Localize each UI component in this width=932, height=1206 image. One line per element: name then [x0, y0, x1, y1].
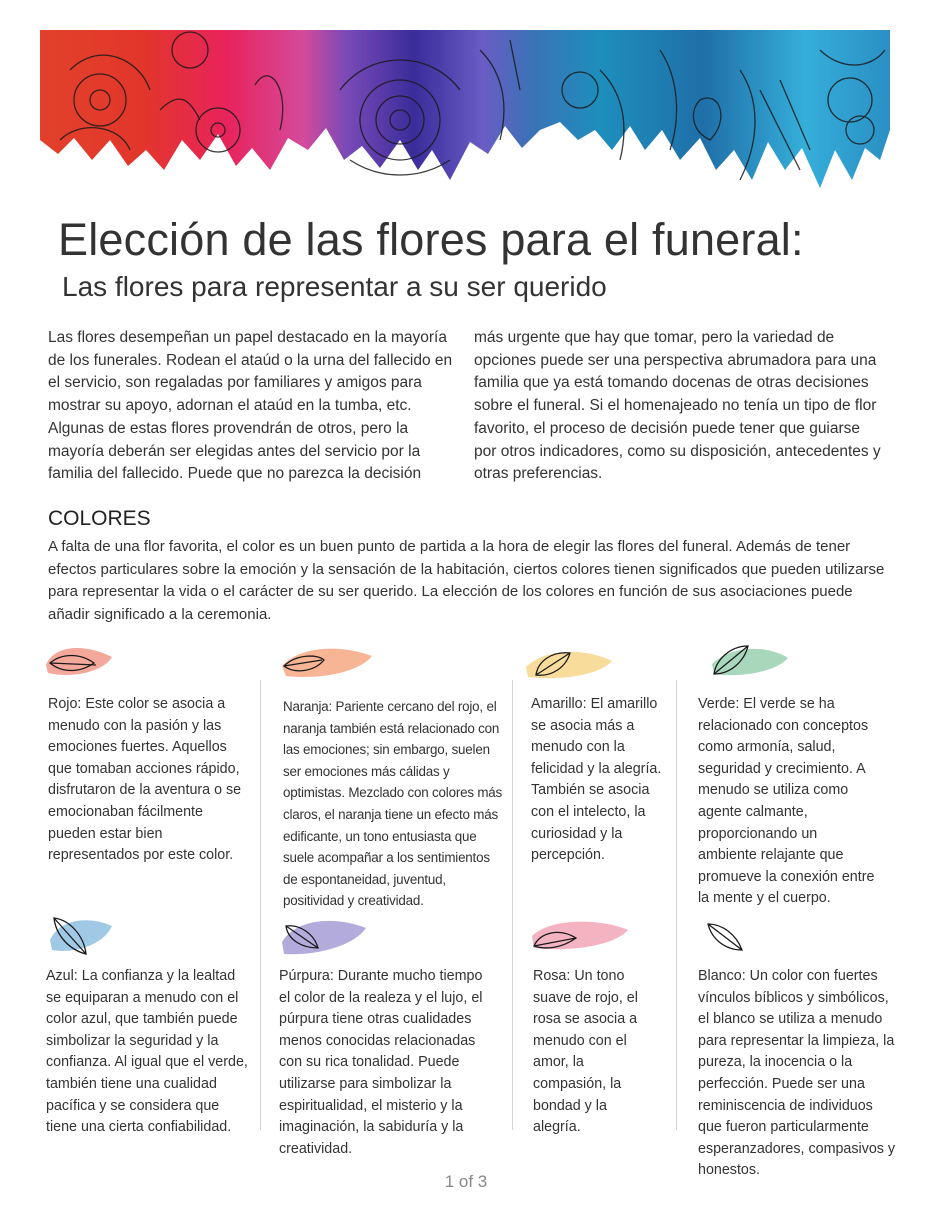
color-verde-text: Verde: El verde se ha relacionado con conceptos como armonía, salud, seguridad y crecimiento. A menudo se utiliza como agente calmante, proporcionando un ambiente relajante que promueve la conexión entre la mente y el cuerpo. [698, 696, 875, 907]
color-purpura-text: Púrpura: Durante mucho tiempo el color de la realeza y el lujo, el púrpura tiene otras cualidades menos conocidas relacionadas con su rica tonalidad. Puede utilizarse para simbolizar la espiritualidad, el misterio y la imaginación, la sabiduría y la creatividad. [279, 968, 483, 1157]
purple-leaf-swatch [280, 912, 370, 962]
divider-2 [512, 680, 513, 1130]
color-azul-text: Azul: La confianza y la lealtad se equiparan a menudo con el color azul, que también puede simbolizar la seguridad y la confianza. Al igual que el verde, también tiene una cualidad pacífica y se considera que tiene una cierta confiabilidad. [46, 968, 248, 1136]
page-subtitle: Las flores para representar a su ser querido [62, 271, 607, 302]
color-amarillo-text: Amarillo: El amarillo se asocia más a menudo con la felicidad y la alegría. También se asocia con el intelecto, la curiosidad y la percepción. [531, 696, 662, 864]
color-rojo-text: Rojo: Este color se asocia a menudo con la pasión y las emociones fuertes. Aquellos que tomaban acciones rápido, disfrutaron de la aventura o se emocionaban fácilmente pueden estar bien representados por este color. [48, 696, 242, 864]
watercolor-flower-banner [40, 30, 890, 190]
orange-leaf-swatch [280, 640, 375, 685]
color-rosa-text: Rosa: Un tono suave de rojo, el rosa se asocia a menudo con el amor, la compasión, la bondad y la alegría. [533, 968, 638, 1136]
divider-1 [260, 680, 261, 1130]
intro-left-column: Las flores desempeñan un papel destacado en la mayoría de los funerales. Rodean el ataúd o la urna del fallecido en el servicio, son regaladas por familiares y amigos para mostrar su apoyo, adornan el ataúd en la tumba, etc. Algunas de estas flores provendrán de otros, pero la mayoría deberán ser elegidas antes del servicio por la familia del fallecido. Puede que no parezca la decisión [48, 329, 453, 483]
blue-leaf-swatch [46, 910, 116, 960]
pink-leaf-swatch [530, 916, 630, 956]
green-leaf-swatch [710, 642, 790, 682]
page-title: Elección de las flores para el funeral: [58, 214, 804, 265]
color-naranja-text: Naranja: Pariente cercano del rojo, el naranja también está relacionado con las emociones; sin embargo, suelen ser emociones más cálidas y optimistas. Mezclado con colores más claros, el naranja tiene un efecto más edificante, un tono entusiasta que suele acompañar a los sentimientos de espontaneidad, juventud, positividad y creatividad. [283, 699, 503, 909]
divider-3 [676, 680, 677, 1130]
colores-intro-text: A falta de una flor favorita, el color es un buen punto de partida a la hora de elegir las flores del funeral. Además de tener efectos particulares sobre la emoción y la sensación de la habitación, ciertos colores tienen significados que pueden utilizarse para representar la vida o el carácter de su ser querido. La elección de los colores en función de sus asociaciones puede añadir significado a la ceremonia. [48, 538, 885, 623]
intro-right-column: más urgente que hay que tomar, pero la variedad de opciones puede ser una perspectiva abrumadora para una familia que ya está tomando docenas de otras decisiones sobre el funeral. Si el homenajeado no tenía un tipo de flor favorito, el proceso de decisión puede tener que guiarse por otros indicadores, como su disposición, antecedentes y otras preferencias. [474, 329, 881, 483]
yellow-leaf-swatch [524, 645, 614, 685]
white-leaf-swatch [704, 916, 754, 956]
page-number: 1 of 3 [444, 1172, 488, 1191]
red-leaf-swatch [44, 635, 114, 685]
colores-heading: COLORES [48, 507, 151, 530]
color-blanco-text: Blanco: Un color con fuertes vínculos bíblicos y simbólicos, el blanco se utiliza a menudo para representar la limpieza, la pureza, la inocencia o la perfección. Puede ser una reminiscencia de individuos que fueron particularmente esperanzadores, compasivos y honestos. [698, 968, 896, 1179]
